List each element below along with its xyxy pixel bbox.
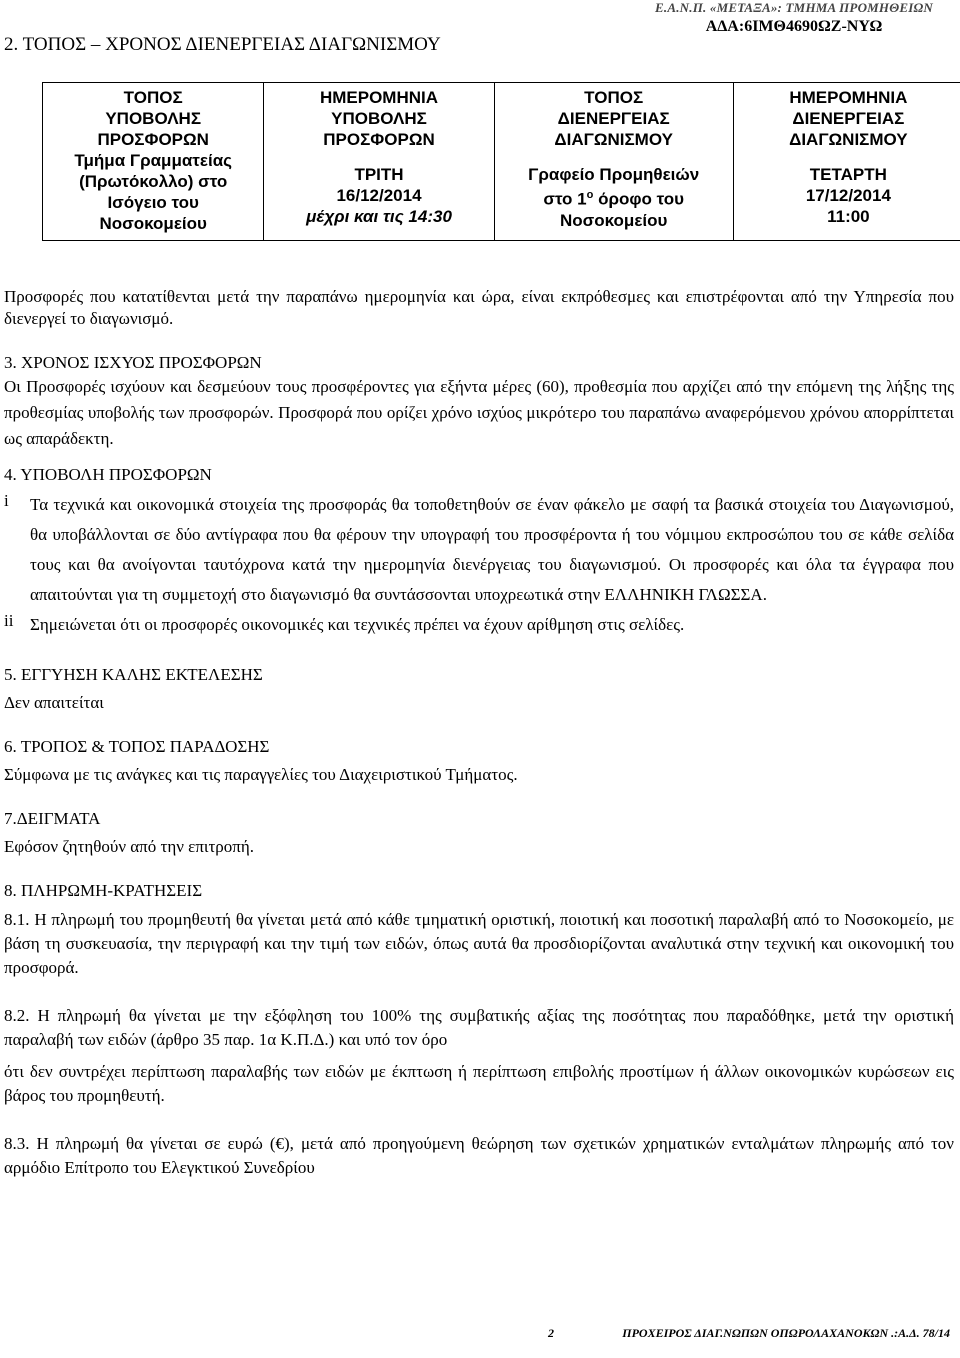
section3-title: 3. ΧΡΟΝΟΣ ΙΣΧΥΟΣ ΠΡΟΣΦΟΡΩΝ [4,353,262,372]
section6-title: 6. ΤΡΟΠΟΣ & ΤΟΠΟΣ ΠΑΡΑΔΟΣΗΣ [4,737,270,756]
section8-1: 8.1. Η πληρωμή του προμηθευτή θα γίνεται μετά από κάθε τμηματική οριστική, ποιοτική και ποσοτική παραλαβή από το Νοσοκομείο, με βάση τη συσκευασία, την περιγραφή και την τιμή των ειδών, όπως αυτά θα προσδιορίζονται αναλυτικά στην τεχνική και οικονομική του προσφορά. [4,910,954,977]
cell-submission-date: ΗΜΕΡΟΜΗΝΙΑ ΥΠΟΒΟΛΗΣ ΠΡΟΣΦΟΡΩΝ ΤΡΙΤΗ 16/12/2014 μέχρι και τις 14:30 [264,83,494,241]
section5-title: 5. ΕΓΓΥΗΣΗ ΚΑΛΗΣ ΕΚΤΕΛΕΣΗΣ [4,665,263,684]
footer-reference: ΠΡΟΧΕΙΡΟΣ ΔΙΑΓ.ΝΩΠΩΝ ΟΠΩΡΟΛΑΧΑΝΟΚΩΝ .:Α.Δ. 78/14 [622,1326,950,1340]
section8-2a: 8.2. Η πληρωμή θα γίνεται με την εξόφληση του 100% της συμβατικής αξίας της ποσότητας που παραδόθηκε, μετά την οριστική παραλαβή των ειδών (άρθρο 35 παρ. 1α Κ.Π.Δ.) και υπό τον όρο [4,1006,954,1049]
header-ref [634,0,954,36]
document-body [4,286,954,1180]
section5-text: Δεν απαιτείται [4,693,104,712]
header-ada: ΑΔΑ:6ΙΜΘ4690ΩΖ-ΝΥΩ [705,18,883,35]
section2-title: 2. ΤΟΠΟΣ – ΧΡΟΝΟΣ ΔΙΕΝΕΡΓΕΙΑΣ ΔΙΑΓΩΝΙΣΜΟΥ [4,34,441,55]
cell-submission-place: ΤΟΠΟΣ ΥΠΟΒΟΛΗΣ ΠΡΟΣΦΟΡΩΝ Τμήμα Γραμματείας (Πρωτόκολλο) στο Ισόγειο του Νοσοκομείου [43,83,264,241]
section4-list [4,490,954,640]
list-item: ii Σημειώνεται ότι οι προσφορές οικονομικές και τεχνικές πρέπει να έχουν αρίθμηση στις σελίδες. [4,611,685,634]
section4-title: 4. ΥΠΟΒΟΛΗ ΠΡΟΣΦΟΡΩΝ [4,465,212,484]
section8-3: 8.3. Η πληρωμή θα γίνεται σε ευρώ (€), μετά από προηγούμενη θεώρηση των σχετικών χρηματικών ενταλμάτων πληρωμής από τον αρμόδιο Επίτροπο του Ελεγκτικού Συνεδρίου [4,1134,954,1177]
schedule-table [42,82,960,241]
section7-text: Εφόσον ζητηθούν από την επιτροπή. [4,837,255,856]
cell-tender-place: ΤΟΠΟΣ ΔΙΕΝΕΡΓΕΙΑΣ ΔΙΑΓΩΝΙΣΜΟΥ Γραφείο Προμηθειών στο $1^o$ όροφο του Νοσοκομείου [494,83,733,241]
cell-tender-date: ΗΜΕΡΟΜΗΝΙΑ ΔΙΕΝΕΡΓΕΙΑΣ ΔΙΑΓΩΝΙΣΜΟΥ ΤΕΤΑΡΤΗ 17/12/2014 11:00 [733,83,960,241]
section8-2b: ότι δεν συντρέχει περίπτωση παραλαβής των ειδών με έκπτωση ή περίπτωση επιβολής προστίμων ή άλλων οικονομικών κυρώσεων εις βάρος του προμηθευτή. [4,1062,954,1105]
section8-title: 8. ΠΛΗΡΩΜΗ-ΚΡΑΤΗΣΕΙΣ [4,881,203,900]
section3-text: Οι Προσφορές ισχύουν και δεσμεύουν τους προσφέροντες για εξήντα μέρες (60), προθεσμία που αρχίζει από την επόμενη της λήξης της προθεσμίας υποβολής των προσφορών. Προσφορά που ορίζει χρόνο ισχύος μικρότερο του παραπάνω αναφερόμενου χρόνου απορρίπτεται ως απαράδεκτη. [4,377,954,448]
page-number: 2 [548,1326,554,1340]
header-org: Ε.Α.Ν.Π. «ΜΕΤΑΞΑ»: ΤΜΗΜΑ ΠΡΟΜΗΘΕΙΩΝ [655,0,933,15]
list-item: i Τα τεχνικά και οικονομικά στοιχεία της προσφοράς θα τοποθετηθούν σε έναν φάκελο με σαφή τα βασικά στοιχεία του Διαγωνισμού, θα υποβάλλονται σε δύο αντίγραφα που θα φέρουν την υπογραφή του προσφέροντα ή του νόμιμου εκπροσώπου του σε κάθε σελίδα τους και θα ανοίγονται ταυτόχρονα κατά την ημερομηνία διενέργειας του διαγωνισμού. Οι προσφορές και όλα τα έγγραφα που απαιτούνται για τη συμμετοχή στο διαγωνισμό θα συντάσσονται υποχρεωτικά στην ΕΛΛΗΝΙΚΗ ΓΛΩΣΣΑ. [4,491,954,604]
section6-text: Σύμφωνα με τις ανάγκες και τις παραγγελίες του Διαχειριστικού Τμήματος. [4,765,518,784]
section7-title: 7.ΔΕΙΓΜΑΤΑ [4,809,101,828]
late-offers-paragraph: Προσφορές που κατατίθενται μετά την παραπάνω ημερομηνία και ώρα, είναι εκπρόθεσμες και επιστρέφονται από την Υπηρεσία που διενεργεί το διαγωνισμό. [4,287,954,328]
